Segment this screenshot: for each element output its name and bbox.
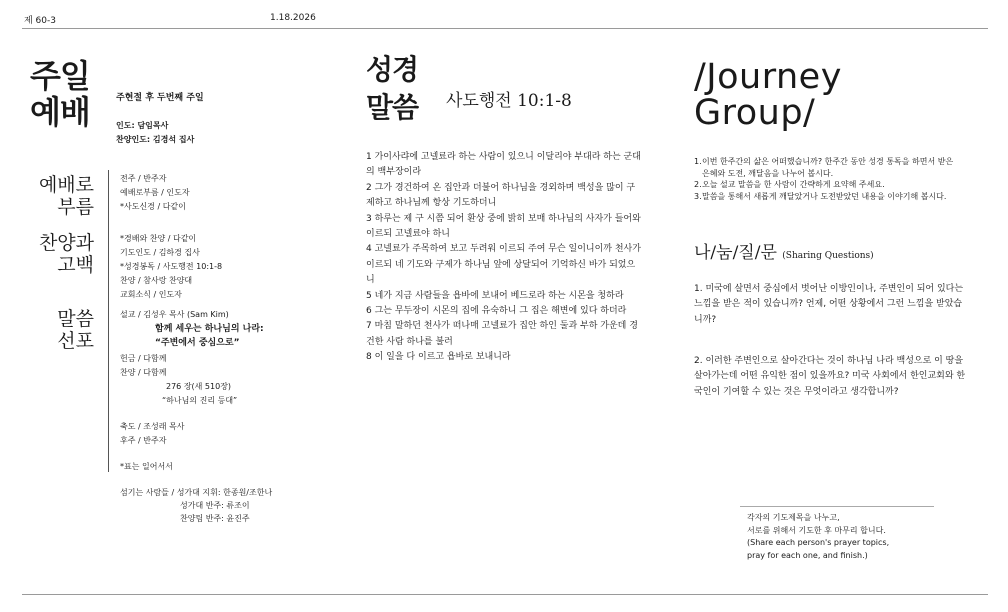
prayer-divider	[740, 506, 934, 507]
bottom-divider	[22, 594, 988, 595]
order-item-news: 교회소식 / 인도자	[120, 290, 182, 299]
section-praise-confession	[24, 232, 94, 276]
scripture-verses	[366, 150, 642, 366]
order-item-sermon: 설교 / 김성우 목사 (Sam Kim)	[120, 310, 229, 319]
praise-leader: 찬양인도: 김경석 집사	[116, 135, 195, 144]
question-text: 이번 한주간의 삶은 어떠했습니까? 한주간 동안 성경 통독을 하면서 받은 은혜와 도전, 깨달음을 나누어 봅시다.	[702, 157, 954, 178]
order-item-praise: *경배와 찬양 / 다같이	[120, 234, 197, 243]
worship-leader: 인도: 담임목사	[116, 121, 169, 130]
question-text: 오늘 설교 말씀을 한 사람이 간략하게 요약해 주세요.	[702, 180, 885, 189]
order-item-prelude: 전주 / 반주자	[120, 174, 167, 183]
servants-line3: 찬양팀 반주: 윤진주	[180, 514, 250, 523]
verse-5: 5 네가 지금 사람들을 욥바에 보내어 베드로라 하는 시몬을 청하라	[366, 290, 624, 301]
sermon-title-line2: “주변에서 중심으로”	[155, 338, 240, 348]
sharing-question-1: 1. 미국에 살면서 중심에서 벗어난 이방인이나, 주변인이 되어 있다는 느낌을 받은 적이 있습니까? 언제, 어떤 상황에서 그런 느낌을 받았습니까?	[694, 284, 964, 325]
prayer-line-1: 각자의 기도제목을 나누고,	[747, 513, 840, 522]
top-divider	[22, 28, 988, 29]
order-item-scripture: *성경봉독 / 사도행전 10:1-8	[120, 262, 223, 271]
order-item-prayer: 기도인도 / 김하경 집사	[120, 248, 200, 257]
worship-subtitle: 주현절 후 두번째 주일	[116, 93, 204, 103]
verse-2: 2 그가 경건하여 온 집안과 더불어 하나님을 경외하며 백성을 많이 구제하고 하나님께 항상 기도하더니	[366, 182, 636, 209]
hymn-name: “하나님의 진리 등대”	[162, 396, 238, 405]
sharing-question-2: 2. 이러한 주변인으로 살아간다는 것이 하나님 나라 백성으로 이 땅을 살아가는데 어떤 유익한 점이 있을까요? 미국 사회에서 한인교회와 한국인이 기여할 수 있는 것은 무엇이라고 생각합니까?	[694, 356, 966, 397]
question-text: 말씀을 통해서 새롭게 깨달았거나 도전받았던 내용을 이야기해 봅시다.	[702, 191, 947, 201]
verse-4: 4 고넬료가 주목하여 보고 두려워 이르되 주여 무슨 일이니이까 천사가 이르되 네 기도와 구제가 하나님 앞에 상달되어 기억하신 바가 되었으니	[366, 244, 641, 286]
journey-question	[694, 179, 962, 191]
journey-title-line1: /Journey	[694, 57, 842, 97]
journey-title-line2: Group/	[694, 93, 816, 133]
order-item-choir: 찬양 / 참사랑 찬양대	[120, 276, 193, 285]
verse-1: 1 가이사랴에 고넬료라 하는 사람이 있으니 이달리야 부대라 하는 군대의 백부장이라	[366, 152, 641, 178]
section-sermon	[24, 308, 94, 352]
question-number: 1.	[694, 157, 702, 166]
journey-question	[694, 156, 962, 179]
sharing-title-english: (Sharing Questions)	[782, 251, 874, 261]
worship-title-line1: 주일	[30, 57, 90, 95]
section-head-line2: 고백	[57, 254, 94, 276]
stand-note: *표는 일어서서	[120, 462, 173, 471]
prayer-line-2: 서로를 위해서 기도한 후 마무리 합니다.	[747, 525, 886, 535]
order-item-offering: 헌금 / 다함께	[120, 354, 167, 363]
worship-title-line2: 예배	[30, 93, 90, 131]
scripture-title-line2: 말씀	[366, 91, 419, 124]
sharing-title-korean: 나/눔/질/문	[694, 243, 777, 263]
verse-3: 3 하루는 제 구 시쯤 되어 환상 중에 밝히 보매 하나님의 사자가 들어와 이르되 고넬료야 하니	[366, 213, 641, 240]
journey-question	[694, 191, 962, 203]
hymn-number: 276 장(새 510장)	[166, 382, 232, 391]
verse-8: 8 이 일을 다 이르고 욥바로 보내니라	[366, 352, 511, 363]
prayer-line-4: pray for each one, and finish.)	[747, 550, 868, 560]
issue-number: 제 60-3	[24, 16, 56, 26]
section-head-line1: 예배로	[38, 174, 94, 196]
servants-line2: 성가대 반주: 류조이	[180, 501, 250, 510]
section-head-line2: 선포	[57, 330, 94, 352]
order-divider-line	[108, 170, 109, 472]
verse-6: 6 그는 무두장이 시몬의 집에 유숙하니 그 집은 해변에 있다 하더라	[366, 306, 627, 317]
scripture-reference: 사도행전 10:1-8	[446, 91, 572, 111]
section-head-line1: 찬양과	[38, 232, 94, 254]
order-item-postlude: 후주 / 반주자	[120, 436, 167, 445]
servants-line1: 섬기는 사람들 / 성가대 지휘: 한종원/조한나	[120, 488, 273, 497]
order-item-call: 예배로부름 / 인도자	[120, 188, 190, 197]
prayer-instructions	[747, 512, 937, 562]
question-number: 2.	[694, 180, 702, 189]
question-number: 3.	[694, 191, 702, 201]
order-item-benediction: 축도 / 조성래 목사	[120, 422, 185, 431]
bulletin-date: 1.18.2026	[270, 13, 316, 23]
section-head-line1: 말씀	[57, 308, 94, 330]
order-item-creed: *사도신경 / 다같이	[120, 202, 186, 211]
journey-questions	[694, 156, 962, 202]
section-head-line2: 부름	[57, 196, 94, 218]
scripture-title-line1: 성경	[366, 53, 419, 86]
sharing-questions-title	[694, 238, 874, 263]
verse-7: 7 마침 말하던 천사가 떠나매 고넬료가 집안 하인 둘과 부하 가운데 경건한 사람 하나를 불러	[366, 321, 638, 347]
sermon-title-line1: 함께 세우는 하나님의 나라:	[155, 324, 264, 334]
order-item-hymn: 찬양 / 다함께	[120, 368, 167, 377]
section-call-to-worship	[24, 174, 94, 218]
prayer-line-3: (Share each person's prayer topics,	[747, 538, 890, 547]
